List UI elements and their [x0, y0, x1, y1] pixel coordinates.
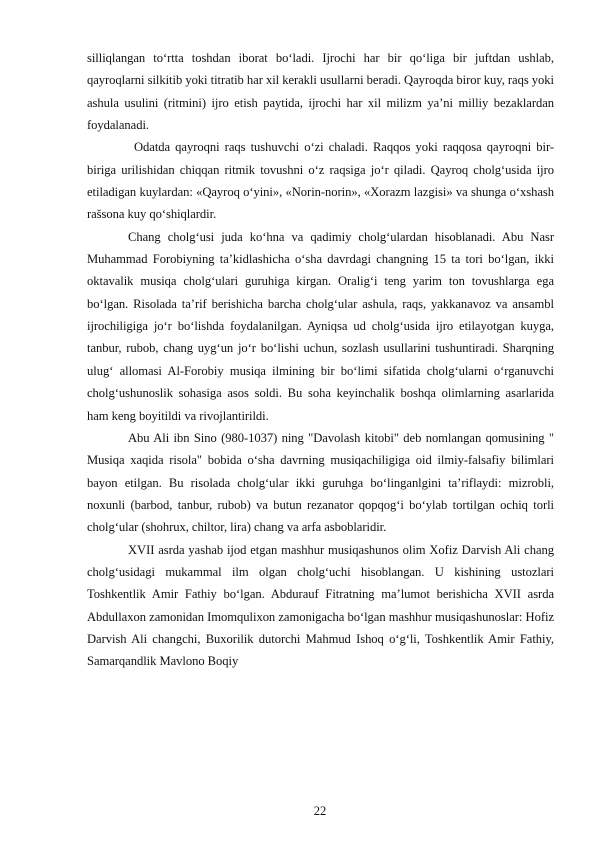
document-page — [87, 47, 554, 673]
page-number: 22 — [313, 804, 327, 818]
paragraph-1: silliqlangan to‘rtta toshdan iborat bo‘ladi. Ijrochi har bir qo‘liga bir juftdan ushlab, qayroqlarni silkitib yoki titratib har xil kerakli usullarni beradi. Qayroqda biror kuy, raqs yoki ashula usulini (ritmini) ijro etish paytida, ijrochi har xil milizm ya’ni milliy bezaklardan foydalanadi. — [87, 51, 554, 133]
paragraph-2: Odatda qayroqni raqs tushuvchi o‘zi chaladi. Raqqos yoki raqqosa qayroqni bir-biriga urilishidan chiqqan ritmik tovushni o‘z raqsiga jo‘r qiladi. Qayroq cholg‘usida ijro etiladigan kuylardan: «Qayroq o‘yini», «Norin-norin», «Xorazm lazgisi» va shunga o‘xshash rašsona kuy qo‘shiqlardir. — [87, 140, 554, 222]
paragraph-5: XVII asrda yashab ijod etgan mashhur musiqashunos olim Xofiz Darvish Ali chang cholg‘usidagi mukammal ilm olgan cholg‘uchi hisoblangan. U kishining ustozlari Toshkentlik Amir Fathiy bo‘lgan. Abdurauf Fitratning ma’lumot berishicha XVII asrda Abdullaxon zamonidan Imomqulixon zamonigacha bo‘lgan mashhur musiqashunoslar: Hofiz Darvish Ali changchi, Buxorilik dutorchi Mahmud Ishoq o‘g‘li, Toshkentlik Amir Fathiy, Samarqandlik Mavlono Boqiy — [87, 542, 554, 669]
paragraph-4: Abu Ali ibn Sino (980-1037) ning "Davolash kitobi" deb nomlangan qomusining " Musiqa xaqida risola" bobida o‘sha davrning musiqachiligiga oid ilmiy-falsafiy bilimlari bayon etilgan. Bu risolada cholg‘ular ikki guruhga bo‘linganlgini ta’riflaydi: mizrobli, noxunli (barbod, tanbur, rubob) va butun rezanator qopqog‘i bo‘ylab tortilgan ochiq torli cholg‘ular (shohrux, chiltor, lira) chang va arfa asboblaridir. — [87, 430, 554, 535]
paragraph-3: Chang cholg‘usi juda ko‘hna va qadimiy cholg‘ulardan hisoblanadi. Abu Nasr Muhammad Forobiyning ta’kidlashicha o‘sha davrdagi changning 15 ta tori bo‘lgan, ikki oktavalik musiqa cholg‘ulari guruhiga kirgan. Oralig‘i teng yarim ton tovushlarga ega bo‘lgan. Risolada ta’rif berishicha barcha cholg‘ular ashula, raqs, yakkanavoz va ansambl ijrochiligiga jo‘r bo‘lishda foydalanilgan. Ayniqsa ud cholg‘usida ijro etilayotgan kuyga, tanbur, rubob, chang uyg‘un jo‘r bo‘lishi uchun, sozlash usullarini tushuntiradi. Sharqning ulug‘ allomasi Al-Forobiy musiqa ilmining bir bo‘limi sifatida cholg‘ularni o‘rganuvchi cholg‘ushunoslik sohasiga asos soldi. Bu soha keyinchalik boshqa olimlarning asarlarida ham keng boyitildi va rivojlantirildi. — [87, 229, 554, 423]
